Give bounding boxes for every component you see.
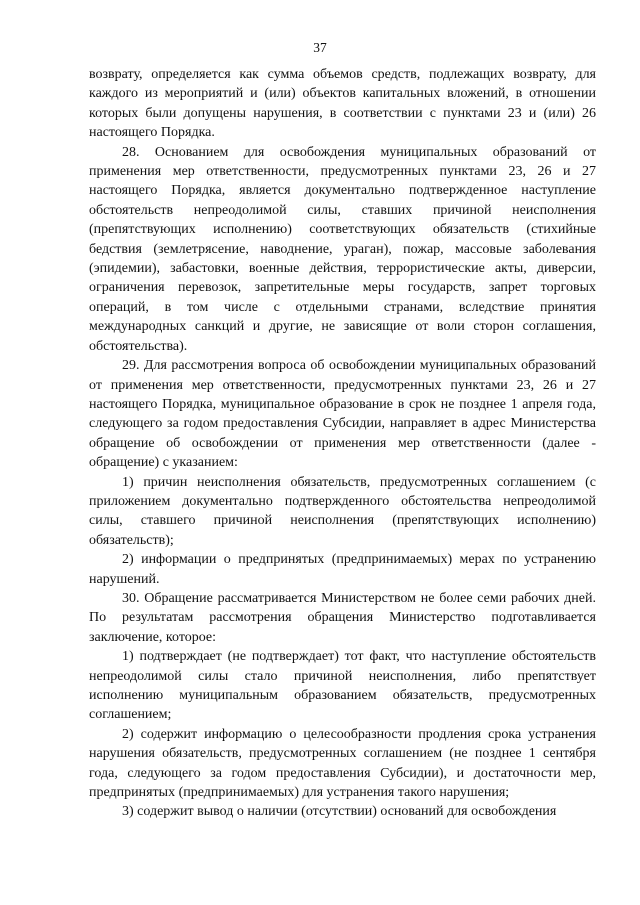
page-number: 37 [313,40,327,55]
paragraph-clause-30-item-1: 1) подтверждает (не подтверждает) тот факт, что наступление обстоятельств непреодолимой силы стало причиной неисполнения, либо препятствует исполнению муниципальным образованием обязательств, предусмотренных соглашением; [89,649,596,723]
paragraph-clause-30: 30. Обращение рассматривается Министерством не более семи рабочих дней. По результатам рассмотрения обращения Министерство подготавливается заключение, которое: [89,590,596,645]
paragraph-continuation: возврату, определяется как сумма объемов средств, подлежащих возврату, для каждого из мероприятий и (или) объектов капитальных вложений, в отношении которых были допущены нарушения, в соответствии с пунктами 23 и (или) 26 настоящего Порядка. [89,67,596,141]
paragraph-clause-30-item-2: 2) содержит информацию о целесообразности продления срока устранения нарушения обязательств, предусмотренных соглашением (не позднее 1 сентября года, следующего за годом предоставления Субсидии), и достаточности мер, предпринятых (предпринимаемых) для устранения такого нарушения; [89,726,596,801]
paragraph-clause-30-item-3: 3) содержит вывод о наличии (отсутствии) оснований для освобождения [122,804,557,820]
paragraph-clause-29-item-2: 2) информации о предпринятых (предпринимаемых) мерах по устранению нарушений. [89,552,596,587]
paragraph-clause-29: 29. Для рассмотрения вопроса об освобождении муниципальных образований от применения мер ответственности, предусмотренных пунктами 23, 26 и 27 настоящего Порядка, муниципальное образование в срок не позднее 1 апреля года, следующего за годом предоставления Субсидии, направляет в адрес Министерства обращение об освобождении от применения мер ответственности (далее - обращение) с указанием: [89,358,596,471]
paragraph-clause-28: 28. Основанием для освобождения муниципальных образований от применения мер ответственности, предусмотренных пунктами 23, 26 и 27 настоящего Порядка, является документально подтвержденное наступление обстоятельств непреодолимой силы, ставших причиной неисполнения (препятствующих исполнению) соответствующих обязательств (стихийные бедствия (землетрясение, наводнение, ураган), пожар, массовые заболевания (эпидемии), забастовки, военные действия, террористические акты, диверсии, ограничения перевозок, запретительные меры государств, запрет торговых операций, в том числе с отдельными странами, вследствие принятия международных санкций и другие, не зависящие от воли сторон соглашения, обстоятельства). [89,144,596,354]
document-body [89,65,596,822]
paragraph-clause-29-item-1: 1) причин неисполнения обязательств, предусмотренных соглашением (с приложением документально подтвержденного обстоятельства непреодолимой силы, ставшего причиной неисполнения (препятствующих исполнению) обязательств); [89,474,596,548]
